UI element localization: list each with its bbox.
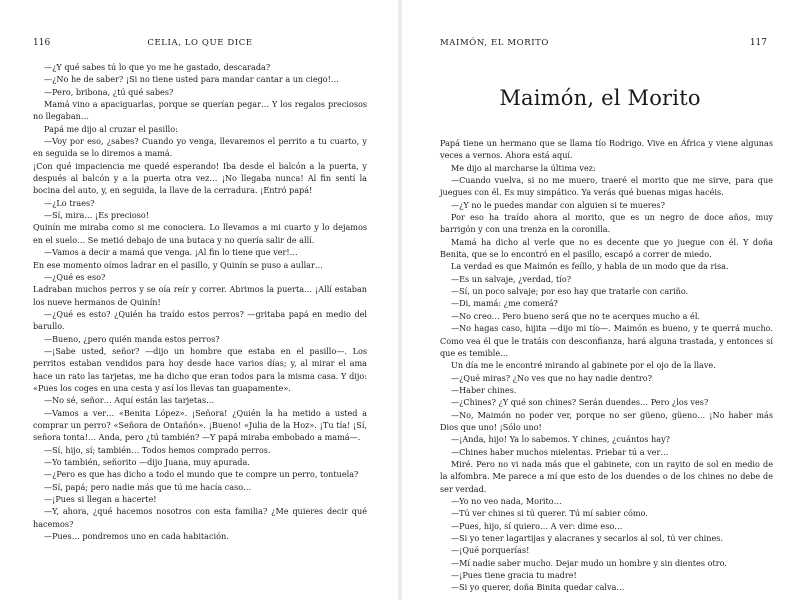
right-page-body — [440, 137, 773, 594]
paragraph: Ladraban muchos perros y se oía reír y correr. Abrimos la puerta… ¡Allí estaban los nueve hermanos de Quinín! — [33, 284, 367, 307]
paragraph: En ese momento oímos ladrar en el pasillo, y Quinín se puso a aullar… — [33, 259, 323, 270]
paragraph: —Pues… pondremos uno en cada habitación. — [44, 531, 229, 542]
paragraph: La verdad es que Maimón es feíllo, y habla de un modo que da risa. — [451, 261, 729, 272]
paragraph: —Haber chines. — [451, 384, 517, 395]
paragraph: —Di, mamá: ¿me comerá? — [451, 298, 558, 309]
paragraph: —¿Y qué sabes tú lo que yo me he gastado, descarada? — [44, 62, 271, 72]
paragraph: —Sí, un poco salvaje; por eso hay que tratarle con cariño. — [451, 286, 689, 297]
paragraph: —Yo no veo nada, Morito… — [451, 495, 562, 506]
paragraph: —¿Chines? ¿Y qué son chines? Serán duendes… Pero ¿los ves? — [451, 397, 709, 408]
paragraph: —Vamos a ver… «Benita López». ¡Señora! ¿Quién la ha metido a usted a comprar un perro? «Señora de Ontañón». ¡Bueno! «Julia de la Hoz». ¡Tu tía! ¡Sí, señora tonta!… Anda, pero ¿tú también? —Y papá miraba embobado a mamá—. — [33, 407, 367, 443]
paragraph: —Voy por eso, ¿sabes? Cuando yo venga, llevaremos el perrito a tu cuarto, y en seguida se lo diremos a mamá. — [33, 136, 367, 159]
paragraph: Mamá ha dicho al verle que no es decente que yo juegue con él. Y doña Benita, que se lo encontró en el pasillo, escapó a correr de miedo. — [440, 236, 773, 260]
paragraph: —¿Pero es que has dicho a todo el mundo que te compre un perro, tontuela? — [44, 469, 359, 480]
chapter-title: Maimón, el Morito — [499, 86, 701, 111]
paragraph: —Es un salvaje, ¿verdad, tío? — [451, 273, 572, 284]
paragraph: —¿Lo traes? — [44, 197, 95, 208]
right-running-head: MAIMÓN, EL MORITO — [440, 38, 549, 48]
paragraph: —Sí, papá; pero nadie más que tú me hacía caso… — [44, 481, 252, 492]
paragraph: —No creo… Pero bueno será que no te acerques mucho a él. — [451, 310, 700, 321]
paragraph: —Sí, hijo, sí; también… Todos hemos comprado perros. — [44, 444, 271, 455]
paragraph: —Chines haber muchos mielentas. Priebar tú a ver… — [451, 446, 669, 457]
paragraph: —¿Qué es eso? — [44, 271, 106, 282]
paragraph: —Si yo tener lagartijas y alacranes y secarlos al sol, tú ver chines. — [451, 533, 723, 543]
paragraph: —¿No he de saber? ¡Si no tiene usted para mandar cantar a un ciego!… — [44, 74, 340, 85]
paragraph: ¡Con qué impaciencia me quedé esperando! Iba desde el balcón a la puerta, y después al balcón y a la puerta otra vez… ¡No llegaba nunca! Al fin sentí la bocina del auto, y, en seguida, la llave de la cerradura. ¡Entró papá! — [33, 160, 367, 196]
right-page-number: 117 — [749, 38, 767, 48]
paragraph: —¡Qué porquerías! — [451, 545, 530, 556]
paragraph: Quinín me miraba como si me conociera. Lo llevamos a mi cuarto y lo dejamos en el suelo… Se metió debajo de una butaca y no quería salir de allí. — [33, 222, 367, 245]
paragraph: —Cuando vuelva, si no me muero, traeré el morito que me sirve, para que juegues con él. Es muy simpático. Ya verás qué buenas migas hacéis. — [440, 175, 773, 198]
paragraph: —Y, ahora, ¿qué hacemos nosotros con esta familia? ¿Me quieres decir qué hacemos? — [33, 506, 367, 529]
paragraph: —Mí nadie saber mucho. Dejar mudo un hombre y sin dientes otro. — [451, 557, 727, 568]
left-running-head: CELIA, LO QUE DICE — [147, 38, 253, 48]
paragraph: Por eso ha traído ahora al morito, que es un negro de doce años, muy barrigón y con una trenza en la coronilla. — [440, 212, 773, 235]
left-page-number: 116 — [33, 38, 51, 48]
paragraph: —¿Qué miras? ¿No ves que no hay nadie dentro? — [451, 372, 652, 383]
paragraph: Papá tiene un hermano que se llama tío Rodrigo. Vive en África y viene algunas veces a vernos. Ahora está aquí. — [440, 138, 773, 161]
paragraph: Un día me le encontré mirando al gabinete por el ojo de la llave. — [451, 360, 716, 371]
paragraph: —Sí, mira… ¡Es precioso! — [44, 210, 149, 221]
paragraph: —¿Y no le puedes mandar con alguien si te mueres? — [451, 199, 665, 210]
paragraph: —Pues, hijo, sí quiero… A ver: dime eso… — [451, 520, 623, 531]
paragraph: —Bueno, ¿pero quién manda estos perros? — [44, 333, 220, 344]
paragraph: —Tú ver chines si tú querer. Tú mí sabier cómo. — [451, 508, 648, 519]
paragraph: —Yo también, señorito —dijo Juana, muy apurada. — [44, 457, 250, 467]
paragraph: —¡Pues si llegan a hacerte! — [44, 494, 157, 505]
paragraph: Mamá vino a apaciguarlas, porque se querían pegar… Y los regalos preciosos no llegaban… — [33, 99, 367, 122]
paragraph: —No, Maimón no poder ver, porque no ser güeno, güeno… ¡No haber más Dios que uno! ¡Sólo uno! — [440, 409, 773, 432]
paragraph: —¡Sabe usted, señor? —dijo un hombre que estaba en el pasillo—. Los perritos estaban vendidos para hoy desde hace varios días; y, al mirar el ama hace un rato las tarjetas, me ha dicho que eran todos para la misma casa. Y dijo: «Pues los coges en una cesta y así los llevas tan guapamente». — [33, 345, 367, 393]
paragraph: —¡Anda, hijo! Ya lo sabemos. Y chines, ¿cuántos hay? — [451, 434, 670, 445]
paragraph: —No hagas caso, hijita —dijo mi tío—. Maimón es bueno, y te querrá mucho. Como vea él que le tratáis con desconfianza, hará alguna trastada, y entonces sí que es temible… — [440, 323, 773, 358]
paragraph: —¿Qué es esto? ¿Quién ha traído estos perros? —gritaba papá en medio del barullo. — [33, 308, 367, 332]
paragraph: —Vamos a decir a mamá que venga. ¡Al fin lo tiene que ver!… — [44, 247, 298, 258]
paragraph: —Si yo querer, doña Binita quedar calva… — [451, 582, 625, 593]
paragraph: —No sé, señor… Aquí están las tarjetas… — [44, 395, 215, 406]
paragraph: Miré. Pero no vi nada más que el gabinete, con un rayito de sol en medio de la alfombra. Me parece a mí que esto de los duendes o de los chines no debe de ser verdad. — [440, 458, 773, 494]
left-page-body — [33, 61, 367, 542]
paragraph: Me dijo al marcharse la última vez: — [451, 162, 596, 173]
paragraph: —Pero, bribona, ¿tú qué sabes? — [44, 86, 174, 97]
paragraph: —¡Pues tiene gracia tu madre! — [451, 570, 577, 581]
paragraph: Papá me dijo al cruzar el pasillo: — [44, 123, 178, 134]
right-page — [400, 0, 800, 600]
